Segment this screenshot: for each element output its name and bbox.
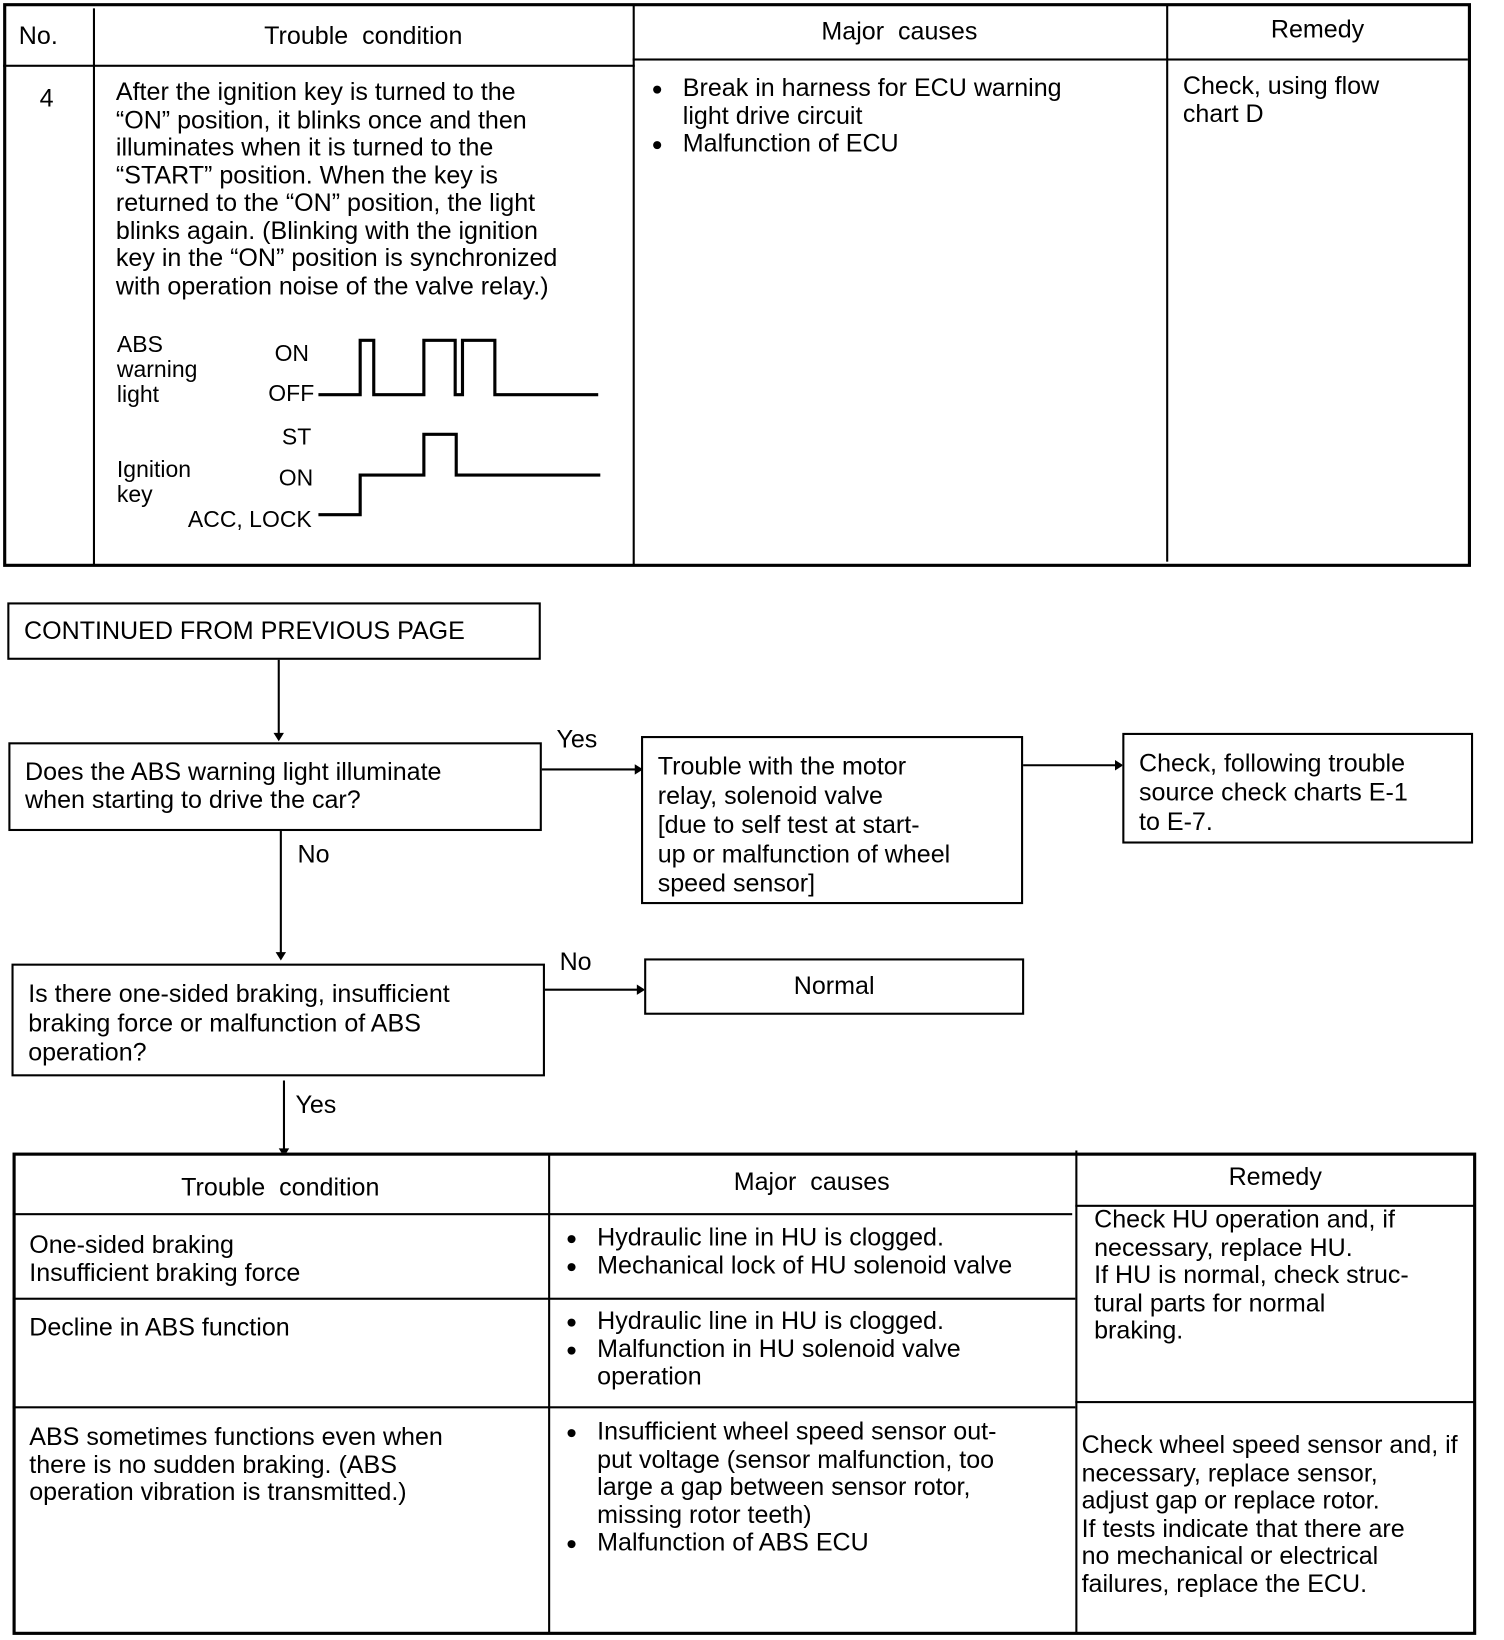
continued-box	[7, 602, 540, 659]
check-charts-box	[1122, 733, 1473, 844]
col-divider	[1075, 1150, 1077, 1632]
question-1-box	[8, 742, 541, 831]
header-trouble-condition: Trouble condition	[264, 21, 463, 51]
trouble-condition-text: After the ignition key is turned to the “ON” position, it blinks once and then illuminates when it is turned to the “START” position. When the key is returned to the “ON” position, the light blinks again. (Blinking with the ignition key in the “ON” position is synchronized with operation noise of the valve relay.)	[115, 78, 558, 301]
causes-row-2	[566, 1308, 1067, 1391]
ignition-key-label: Ignition key	[116, 456, 192, 508]
trouble-condition-row-2: Decline in ABS function	[29, 1313, 290, 1342]
causes-row-3	[566, 1419, 1067, 1557]
q1-yes-label: Yes	[556, 725, 598, 754]
question-2-box	[11, 964, 544, 1077]
cause-item: ● Insufficient wheel speed sensor out- put voltage (sensor malfunction, too large a gap between sensor rotor, missing rotor teeth)	[566, 1419, 1067, 1530]
q1-no-label: No	[297, 840, 330, 869]
remedy-rows-1-2: Check HU operation and, if necessary, replace HU. If HU is normal, check struc- tural parts for normal braking.	[1094, 1205, 1409, 1345]
trouble-condition-row-3: ABS sometimes functions even when there is no sudden braking. (ABS operation vibration is transmitted.)	[29, 1422, 443, 1507]
check-charts-text: Check, following trouble source check charts E-1 to E-7.	[1139, 749, 1408, 837]
cause-item: ● Malfunction of ABS ECU	[566, 1529, 1067, 1557]
ignition-acc-lock-label: ACC, LOCK	[187, 506, 312, 533]
header-no: No.	[18, 21, 58, 51]
abs-light-waveform	[318, 340, 598, 394]
header-remedy: Remedy	[1228, 1163, 1322, 1192]
trouble-result-text: Trouble with the motor relay, solenoid valve [due to self test at start- up or malfunction of wheel speed sensor]	[657, 752, 951, 898]
causes-row-1	[566, 1225, 1067, 1280]
col-divider	[548, 1155, 550, 1634]
abs-on-label: ON	[274, 340, 310, 367]
row-divider	[1075, 1401, 1475, 1403]
normal-box	[644, 958, 1024, 1014]
remedy-row-3: Check wheel speed sensor and, if necessary, replace sensor, adjust gap or replace rotor. If tests indicate that there are no mechanical or electrical failures, replace the ECU.	[1081, 1431, 1458, 1598]
cause-item: ● Hydraulic line in HU is clogged.	[566, 1225, 1067, 1253]
cause-item: ● Malfunction of ECU	[651, 131, 1152, 159]
abs-off-label: OFF	[268, 380, 315, 407]
flow-arrows	[279, 659, 1117, 1152]
ignition-st-label: ST	[281, 423, 312, 450]
header-remedy: Remedy	[1270, 15, 1365, 44]
header-divider	[13, 1213, 1073, 1215]
question-2-text: Is there one-sided braking, insufficient braking force or malfunction of ABS operation?	[28, 980, 450, 1067]
trouble-condition-row-1: One-sided braking Insufficient braking force	[29, 1230, 301, 1287]
remedy-text: Check, using flow chart D	[1182, 72, 1380, 128]
trouble-result-box	[641, 736, 1023, 904]
cause-item: ● Hydraulic line in HU is clogged.	[566, 1308, 1067, 1336]
row-divider	[13, 1406, 1076, 1408]
question-1-text: Does the ABS warning light illuminate when starting to drive the car?	[25, 757, 442, 814]
cause-item: ● Break in harness for ECU warning light drive circuit	[651, 75, 1152, 130]
ignition-key-waveform	[318, 434, 600, 514]
header-major-causes: Major causes	[733, 1168, 890, 1197]
continued-text: CONTINUED FROM PREVIOUS PAGE	[24, 617, 465, 646]
q2-yes-label: Yes	[295, 1090, 337, 1120]
header-trouble-condition: Trouble condition	[181, 1173, 380, 1202]
normal-text: Normal	[793, 971, 875, 1001]
ignition-on-label: ON	[278, 464, 314, 491]
cause-item: ● Malfunction in HU solenoid valve operation	[566, 1336, 1067, 1391]
q2-no-label: No	[559, 947, 592, 977]
row-number: 4	[39, 84, 54, 113]
row-divider	[13, 1298, 1076, 1300]
abs-warning-light-label: ABS warning light	[116, 330, 198, 408]
header-major-causes: Major causes	[821, 17, 978, 46]
cause-item: ● Mechanical lock of HU solenoid valve	[566, 1252, 1067, 1280]
